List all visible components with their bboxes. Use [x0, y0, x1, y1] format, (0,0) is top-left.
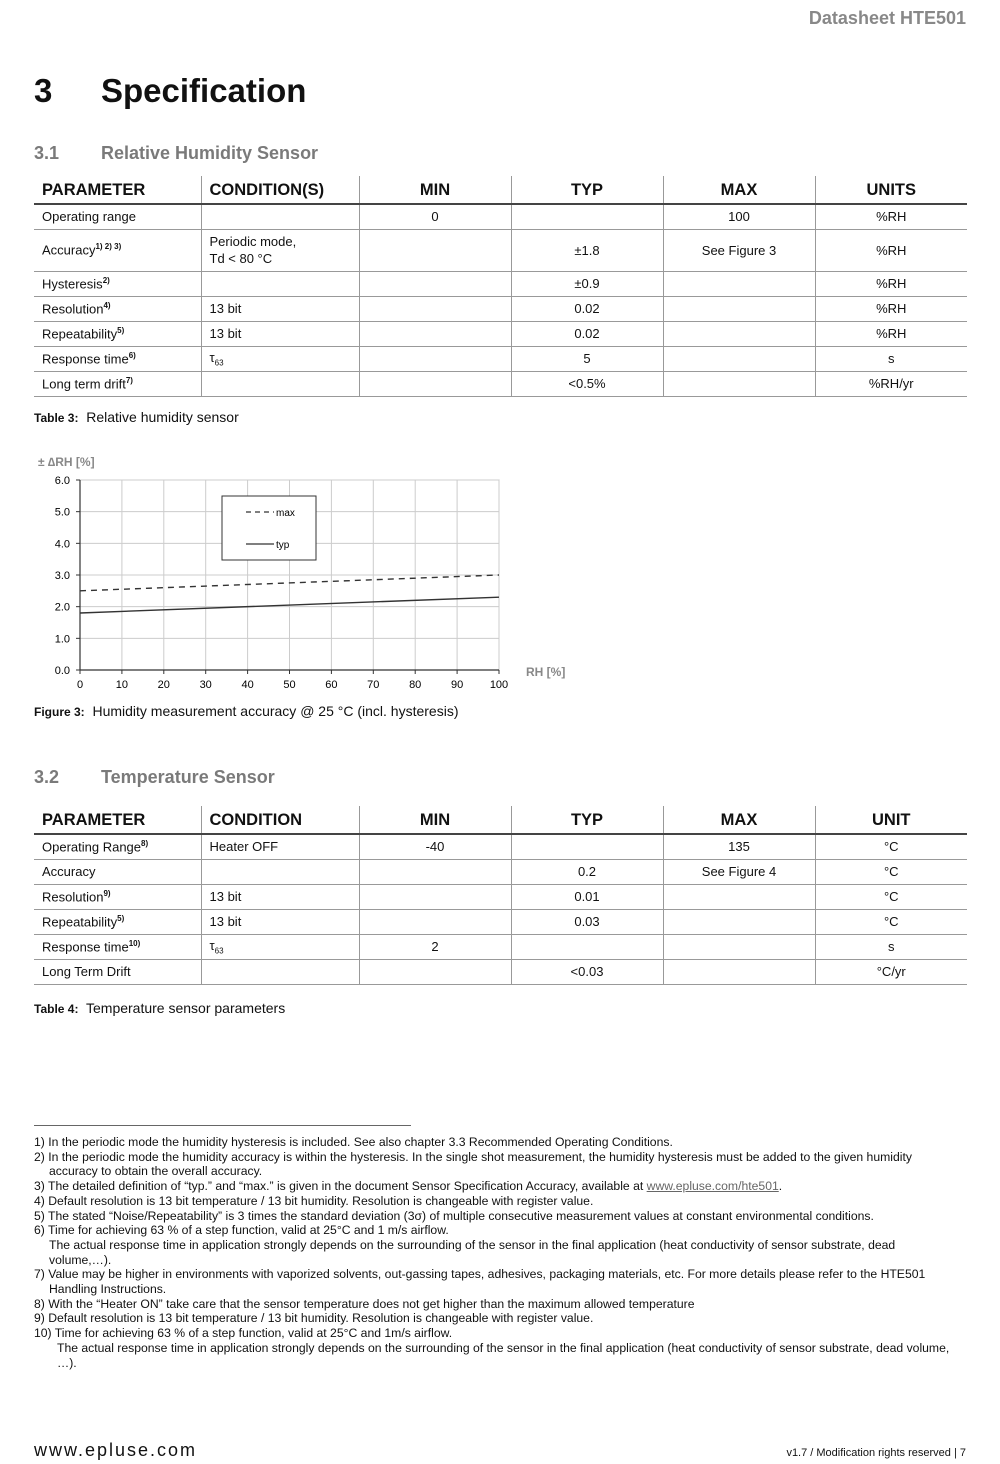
parameter-name: Accuracy — [42, 242, 96, 258]
typ-cell: <0.03 — [511, 959, 663, 984]
table-row — [34, 229, 967, 271]
rh-subsection-title: Relative Humidity Sensor — [101, 143, 319, 163]
parameter-name: Long term drift — [42, 376, 126, 392]
table-row — [34, 296, 967, 321]
column-header: UNIT — [815, 806, 967, 834]
typ-cell — [511, 934, 663, 959]
unit-cell: °C — [815, 859, 967, 884]
typ-cell: <0.5% — [511, 371, 663, 396]
column-header: MIN — [359, 806, 511, 834]
parameter-cell — [34, 296, 201, 321]
parameter-cell — [34, 346, 201, 371]
max-cell — [663, 371, 815, 396]
caption-label: Figure 3: — [34, 705, 85, 719]
epluse-hte501-link[interactable]: www.epluse.com/hte501 — [646, 1179, 779, 1194]
min-cell — [359, 296, 511, 321]
parameter-cell — [34, 884, 201, 909]
footnote-ref: 5) — [117, 325, 125, 335]
parameter-cell — [34, 959, 201, 984]
table-row — [34, 884, 967, 909]
table-header-row — [34, 176, 967, 204]
column-header: MAX — [663, 176, 815, 204]
condition-cell — [201, 859, 359, 884]
max-cell — [663, 271, 815, 296]
parameter-name: Response time — [42, 939, 129, 955]
footnote-ref: 4) — [103, 300, 111, 310]
max-cell: 100 — [663, 204, 815, 229]
parameter-cell — [34, 909, 201, 934]
table3-caption — [34, 409, 239, 425]
unit-cell: °C — [815, 834, 967, 859]
parameter-name: Operating Range — [42, 839, 142, 855]
table-row — [34, 959, 967, 984]
temp-subsection-number: 3.2 — [34, 767, 60, 787]
footnote-8: 8) With the “Heater ON” take care that the sensor temperature does not get higher than the maximum allowed temperature — [34, 1296, 695, 1311]
min-cell: 2 — [359, 934, 511, 959]
temp-subsection-title: Temperature Sensor — [101, 767, 275, 787]
unit-cell: %RH/yr — [815, 371, 967, 396]
rh-spec-table — [34, 176, 967, 397]
min-cell — [359, 884, 511, 909]
x-axis-label: RH [%] — [526, 665, 566, 679]
footnote-3-text: 3) The detailed definition of “typ.” and “max.” is given in the document Sensor Specification Accuracy, available at — [34, 1179, 647, 1194]
max-cell: See Figure 4 — [663, 859, 815, 884]
parameter-cell — [34, 321, 201, 346]
y-tick-label: 5.0 — [54, 506, 70, 519]
y-tick-label: 3.0 — [54, 570, 70, 582]
unit-cell: %RH — [815, 321, 967, 346]
y-tick-label: 1.0 — [54, 633, 70, 646]
typ-cell: 0.02 — [511, 296, 663, 321]
table-header-row — [34, 806, 967, 834]
max-cell: 135 — [663, 834, 815, 859]
footnote-5: 5) The stated “Noise/Repeatability” is 3 times the standard deviation (3σ) of multiple consecutive measurement values at constant environmental conditions. — [34, 1208, 874, 1223]
max-cell — [663, 959, 815, 984]
temp-spec-table — [34, 806, 967, 985]
condition-cell — [201, 959, 359, 984]
max-cell — [663, 346, 815, 371]
table-row — [34, 909, 967, 934]
x-tick-label: 80 — [409, 679, 422, 691]
min-cell — [359, 346, 511, 371]
column-header: TYP — [511, 806, 663, 834]
legend-typ-label: typ — [276, 540, 290, 551]
rh-subsection-heading — [34, 143, 318, 164]
condition-cell — [201, 371, 359, 396]
table-row — [34, 834, 967, 859]
condition-text: 13 bit — [209, 914, 242, 929]
temp-subsection-heading — [34, 767, 275, 788]
chart-legend — [222, 496, 316, 560]
condition-subscript: 63 — [214, 946, 224, 956]
footnote-6: 6) Time for achieving 63 % of a step function, valid at 25°C and 1 m/s airflow. — [34, 1223, 449, 1238]
legend-max-label: max — [276, 508, 295, 519]
x-tick-label: 40 — [241, 679, 254, 691]
footnote-ref: 5) — [117, 913, 125, 923]
table-row — [34, 321, 967, 346]
parameter-name: Long Term Drift — [42, 964, 131, 979]
typ-cell: 0.02 — [511, 321, 663, 346]
condition-cell — [201, 834, 359, 859]
footnote-ref: 9) — [103, 888, 111, 898]
unit-cell: %RH — [815, 229, 967, 271]
unit-cell: s — [815, 346, 967, 371]
footnote-2: 2) In the periodic mode the humidity accuracy is within the hysteresis. In the single shot measurement, the humidity hysteresis must be added to the given humidity accuracy to obtain the overall accuracy. — [34, 1149, 912, 1179]
condition-text: Periodic mode, — [209, 234, 297, 249]
table-row — [34, 346, 967, 371]
unit-cell: %RH — [815, 271, 967, 296]
parameter-name: Accuracy — [42, 864, 96, 879]
footnote-3-end: . — [778, 1179, 783, 1194]
footer-version: v1.7 / Modification rights reserved | 7 — [786, 1447, 966, 1459]
typ-cell: ±1.8 — [511, 229, 663, 271]
max-cell — [663, 934, 815, 959]
x-tick-label: 100 — [489, 679, 509, 691]
y-tick-label: 4.0 — [54, 538, 70, 551]
parameter-cell — [34, 834, 201, 859]
condition-cell — [201, 229, 359, 271]
typ-cell: ±0.9 — [511, 271, 663, 296]
column-header: MIN — [359, 176, 511, 204]
x-tick-label: 60 — [325, 679, 338, 691]
y-axis-label: ± ∆RH [%] — [38, 455, 95, 469]
parameter-name: Hysteresis — [42, 276, 103, 292]
column-header: CONDITION — [201, 806, 359, 834]
condition-text: Td < 80 °C — [209, 251, 273, 266]
footnote-ref: 8) — [141, 839, 149, 849]
condition-text: 13 bit — [209, 889, 242, 904]
typ-cell: 0.03 — [511, 909, 663, 934]
typ-cell: 5 — [511, 346, 663, 371]
footer-website[interactable]: www.epluse.com — [34, 1440, 198, 1460]
condition-cell — [201, 884, 359, 909]
condition-text: τ — [209, 349, 215, 365]
typ-cell — [511, 204, 663, 229]
footnote-10: 10) Time for achieving 63 % of a step function, valid at 25°C and 1m/s airflow. — [34, 1326, 453, 1341]
condition-cell — [201, 321, 359, 346]
typ-cell: 0.01 — [511, 884, 663, 909]
column-header: UNITS — [815, 176, 967, 204]
parameter-name: Resolution — [42, 889, 104, 905]
y-tick-label: 6.0 — [54, 475, 70, 487]
min-cell: 0 — [359, 204, 511, 229]
min-cell — [359, 229, 511, 271]
min-cell: -40 — [359, 834, 511, 859]
table-row — [34, 371, 967, 396]
column-header: MAX — [663, 806, 815, 834]
unit-cell: s — [815, 934, 967, 959]
x-tick-label: 70 — [367, 679, 380, 691]
document-title: Datasheet HTE501 — [808, 8, 966, 28]
max-cell — [663, 296, 815, 321]
typ-cell: 0.2 — [511, 859, 663, 884]
parameter-name: Response time — [42, 351, 129, 367]
parameter-name: Operating range — [42, 209, 136, 225]
footnote-1: 1) In the periodic mode the humidity hysteresis is included. See also chapter 3.3 Recommended Operating Conditions. — [34, 1135, 673, 1149]
column-header: PARAMETER — [34, 806, 201, 834]
unit-cell: °C — [815, 909, 967, 934]
column-header: PARAMETER — [34, 176, 201, 204]
rh-subsection-number: 3.1 — [34, 143, 60, 163]
section-title: Specification — [101, 72, 307, 109]
x-tick-label: 90 — [450, 679, 464, 691]
condition-text: 13 bit — [209, 326, 242, 341]
parameter-cell — [34, 934, 201, 959]
x-tick-label: 30 — [199, 679, 212, 691]
x-tick-label: 10 — [115, 679, 129, 691]
condition-cell — [201, 296, 359, 321]
parameter-name: Resolution — [42, 301, 104, 317]
table-row — [34, 934, 967, 959]
condition-cell — [201, 271, 359, 296]
min-cell — [359, 321, 511, 346]
x-tick-label: 0 — [76, 679, 84, 691]
footnote-ref: 6) — [128, 350, 136, 360]
parameter-cell — [34, 371, 201, 396]
caption-label: Table 3: — [34, 411, 79, 425]
condition-cell — [201, 909, 359, 934]
section-number: 3 — [34, 72, 53, 109]
footnote-10-detail: The actual response time in application strongly depends on the surrounding of the sensor in the final application (heat conductivity of sensor substrate, dead volume, …). — [57, 1340, 950, 1370]
footnote-ref: 10) — [128, 938, 141, 948]
section-heading — [34, 72, 306, 110]
min-cell — [359, 859, 511, 884]
condition-subscript: 63 — [214, 358, 224, 368]
condition-text: 13 bit — [209, 301, 242, 316]
footnote-divider — [34, 1125, 411, 1126]
footnote-ref: 7) — [125, 375, 133, 385]
condition-text: τ — [209, 937, 215, 953]
max-cell — [663, 321, 815, 346]
condition-cell — [201, 934, 359, 959]
caption-text: Humidity measurement accuracy @ 25 °C (incl. hysteresis) — [92, 703, 459, 719]
footnote-ref: 1) 2) 3) — [95, 242, 122, 252]
caption-text: Temperature sensor parameters — [86, 1000, 286, 1016]
max-cell — [663, 909, 815, 934]
parameter-cell — [34, 229, 201, 271]
figure3-caption — [34, 703, 458, 719]
unit-cell: °C — [815, 884, 967, 909]
caption-text: Relative humidity sensor — [86, 409, 239, 425]
typ-cell — [511, 834, 663, 859]
parameter-cell — [34, 271, 201, 296]
caption-label: Table 4: — [34, 1002, 79, 1016]
parameter-name: Repeatability — [42, 326, 118, 342]
humidity-accuracy-chart — [34, 450, 594, 700]
footnote-6-detail: The actual response time in application strongly depends on the surrounding of the sensor in the final application (heat conductivity of sensor substrate, dead volume,…). — [49, 1237, 896, 1267]
condition-text: Heater OFF — [209, 839, 279, 855]
table-row — [34, 204, 967, 229]
max-cell: See Figure 3 — [663, 229, 815, 271]
unit-cell: %RH — [815, 204, 967, 229]
footnote-4: 4) Default resolution is 13 bit temperature / 13 bit humidity. Resolution is changeable with register value. — [34, 1193, 594, 1208]
min-cell — [359, 371, 511, 396]
footnote-3 — [34, 1179, 954, 1194]
y-tick-label: 0.0 — [54, 665, 70, 677]
column-header: CONDITION(S) — [201, 176, 359, 204]
unit-cell: %RH — [815, 296, 967, 321]
footnote-7: 7) Value may be higher in environments with vaporized solvents, out-gassing tapes, adhesives, packaging materials, etc. For more details please refer to the HTE501 Handling Instructions. — [34, 1267, 926, 1297]
x-tick-label: 20 — [157, 679, 170, 691]
footnote-ref: 2) — [102, 275, 110, 285]
condition-cell — [201, 204, 359, 229]
table-row — [34, 271, 967, 296]
table-row — [34, 859, 967, 884]
unit-cell: °C/yr — [815, 959, 967, 984]
condition-cell — [201, 346, 359, 371]
min-cell — [359, 959, 511, 984]
footnote-9: 9) Default resolution is 13 bit temperature / 13 bit humidity. Resolution is changeable with register value. — [34, 1311, 594, 1326]
max-cell — [663, 884, 815, 909]
min-cell — [359, 909, 511, 934]
table4-caption — [34, 1000, 285, 1016]
column-header: TYP — [511, 176, 663, 204]
footnotes — [34, 1135, 954, 1370]
min-cell — [359, 271, 511, 296]
parameter-cell — [34, 859, 201, 884]
y-tick-label: 2.0 — [54, 601, 70, 614]
parameter-cell — [34, 204, 201, 229]
x-tick-label: 50 — [283, 679, 296, 691]
parameter-name: Repeatability — [42, 914, 118, 930]
